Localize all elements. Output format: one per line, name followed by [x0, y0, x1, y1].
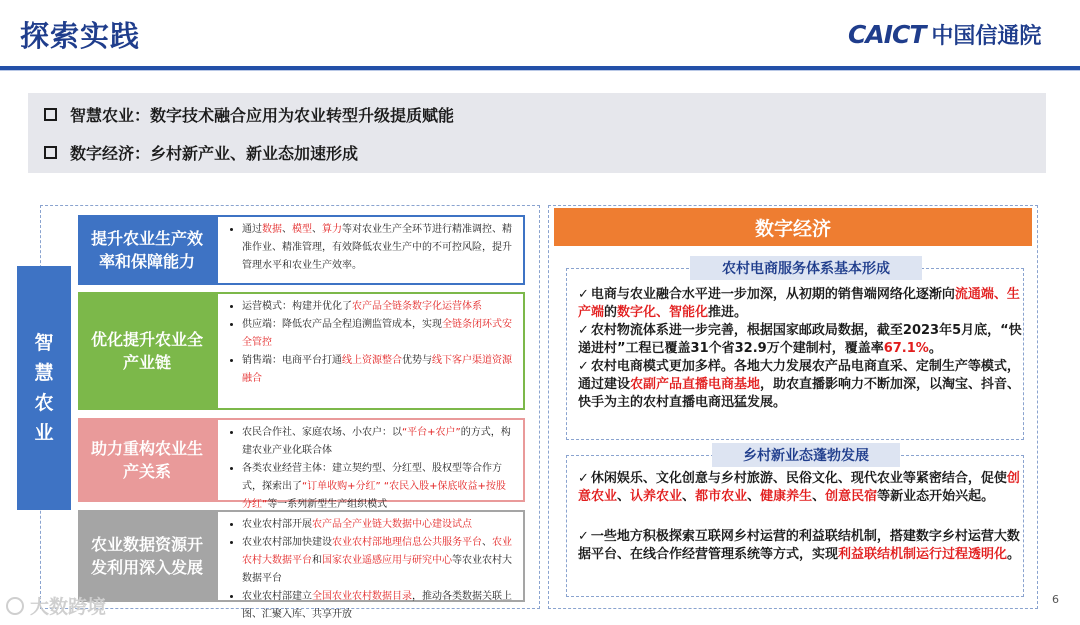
- body-text: 运营模式：构建并优化了: [242, 301, 352, 312]
- summary-text: 数字经济：乡村新产业、新业态加速形成: [70, 144, 359, 163]
- body-text: 和: [312, 555, 322, 566]
- highlight-text: 创意农业: [578, 471, 1020, 504]
- label-char: 农: [34, 392, 54, 414]
- body-text: 农业农村部开展: [242, 519, 312, 530]
- watermark-logo-icon: [6, 597, 24, 615]
- agri-row-title: 农业数据资源开发利用深入发展: [78, 510, 216, 602]
- body-text: 、: [682, 489, 696, 504]
- highlight-text: 认养农业: [630, 489, 683, 504]
- body-text: ，助农直播影响力不断加深，以淘宝、抖音、快手为主的农村直播电商迅猛发展。: [578, 377, 1021, 410]
- square-bullet-icon: [44, 146, 57, 159]
- body-text: 电商与农业融合水平进一步加深，从初期的销售端网络化逐渐向: [590, 287, 955, 302]
- body-text: 的: [604, 305, 618, 320]
- economy-item: [578, 528, 1024, 564]
- check-icon: ✓: [578, 323, 589, 338]
- highlight-text: 模型: [292, 224, 312, 235]
- economy-item: [578, 358, 1024, 412]
- check-icon: ✓: [578, 287, 589, 302]
- body-text: 等农业农村大数据平台: [242, 555, 512, 584]
- body-text: 、: [482, 537, 492, 548]
- body-text: 农村电商模式更加多样。各地大力发展农产品电商直采、定制生产等模式，通过建设: [578, 359, 1020, 392]
- highlight-text: 线下客户渠道资源融合: [242, 355, 512, 384]
- agri-row-desc: [216, 510, 525, 620]
- highlight-text: 算力: [322, 224, 342, 235]
- body-text: 、: [282, 224, 292, 235]
- summary-box: [28, 93, 1046, 173]
- agri-bullet: [242, 516, 515, 534]
- economy-item: [578, 322, 1024, 358]
- body-text: 、: [812, 489, 826, 504]
- highlight-text: 农副产品直播电商基地: [630, 377, 761, 392]
- highlight-text: “平台+农户”: [402, 427, 461, 438]
- body-text: 优势与: [402, 355, 432, 366]
- agri-row-desc: [216, 292, 525, 410]
- highlight-text: 线上资源整合: [342, 355, 402, 366]
- body-text: 、: [747, 489, 761, 504]
- body-text: 。: [1007, 547, 1021, 562]
- highlight-text: 国家农业遥感应用与研究中心: [322, 555, 452, 566]
- summary-item: [44, 103, 454, 126]
- label-char: 业: [34, 422, 54, 444]
- highlight-text: 农业农村大数据平台: [242, 537, 512, 566]
- label-char: 智: [34, 332, 54, 354]
- agri-bullet: [242, 460, 515, 514]
- body-text: 。: [928, 341, 942, 356]
- body-text: 各类农业经营主体：建立契约型、分红型、股权型等合作方式，探索出了: [242, 463, 502, 492]
- smart-agriculture-label: [17, 266, 71, 510]
- body-text: 、: [312, 224, 322, 235]
- caict-logo: [848, 18, 1041, 50]
- body-text: 销售端：电商平台打通: [242, 355, 342, 366]
- agri-bullet: [242, 424, 515, 460]
- highlight-text: 数字化、智能化: [617, 305, 709, 320]
- highlight-text: 全链条闭环式安全管控: [242, 319, 512, 348]
- agri-bullet-list: [228, 298, 515, 388]
- highlight-text: “订单收购+分红” “农民入股+保底收益+按股分红”: [242, 481, 506, 510]
- body-text: 等新业态开始兴起。: [877, 489, 995, 504]
- check-icon: ✓: [578, 471, 589, 486]
- highlight-text: 都市农业: [695, 489, 748, 504]
- summary-item: [44, 141, 358, 164]
- agri-bullet: [242, 316, 515, 352]
- ecommerce-heading: 农村电商服务体系基本形成: [690, 256, 922, 280]
- check-icon: ✓: [578, 529, 589, 544]
- agri-bullet: [242, 534, 515, 588]
- page-title: 探索实践: [20, 19, 141, 53]
- header-divider-thin: [0, 70, 1080, 71]
- digital-economy-title: 数字经济: [554, 208, 1032, 246]
- agri-row-title: 助力重构农业生产关系: [78, 418, 216, 502]
- agri-row-title: 提升农业生产效率和保障能力: [78, 215, 216, 285]
- body-text: 农业农村部建立: [242, 591, 312, 602]
- agri-bullet: [242, 588, 515, 624]
- highlight-text: 健康养生: [760, 489, 813, 504]
- agri-row-desc: [216, 215, 525, 285]
- body-text: 农民合作社、家庭农场、小农户：以: [242, 427, 402, 438]
- highlight-text: 流通端、生产端: [578, 287, 1020, 320]
- check-icon: ✓: [578, 359, 589, 374]
- economy-item: [578, 286, 1024, 322]
- highlight-text: 数据: [262, 224, 282, 235]
- body-text: 等一系列新型生产组织模式: [267, 499, 388, 510]
- highlight-text: 农产品全链条数字化运营体系: [352, 301, 482, 312]
- square-bullet-icon: [44, 108, 57, 121]
- body-text: 推进。: [708, 305, 748, 320]
- body-text: 等对农业生产全环节进行精准调控、精准作业、精准管理，有效降低农业生产中的不可控风险，提升管理水平和农业生产效率。: [242, 224, 512, 271]
- body-text: 农村物流体系进一步完善，根据国家邮政局数据，截至2023年5月底，“快递进村”工程已覆盖31个省32.9万个建制村，覆盖率: [578, 323, 1022, 356]
- page-number: 6: [1052, 593, 1059, 606]
- body-text: ，推动各类数据关联上图、汇聚入库、共享开放: [242, 591, 512, 620]
- highlight-text: 利益联结机制运行过程透明化: [838, 547, 1008, 562]
- highlight-text: 农产品全产业链大数据中心建设试点: [312, 519, 472, 530]
- agri-bullet: [242, 221, 515, 275]
- body-text: 休闲娱乐、文化创意与乡村旅游、民俗文化、现代农业等紧密结合，促使: [590, 471, 1007, 486]
- highlight-text: 67.1%: [883, 341, 929, 356]
- label-char: 慧: [34, 362, 54, 384]
- agri-bullet-list: [228, 424, 515, 514]
- agri-row-title: 优化提升农业全产业链: [78, 292, 216, 410]
- agri-row-desc: [216, 418, 525, 510]
- highlight-text: 农业农村部地理信息公共服务平台: [332, 537, 482, 548]
- agri-bullet: [242, 298, 515, 316]
- agri-bullet-list: [228, 221, 515, 275]
- body-text: 供应端：降低农产品全程追溯监管成本，实现: [242, 319, 442, 330]
- body-text: 一些地方积极探索互联网乡村运营的利益联结机制，搭建数字乡村运营大数据平台、在线合作经营管理系统等方式，实现: [578, 529, 1020, 562]
- new-business-heading: 乡村新业态蓬勃发展: [712, 443, 900, 467]
- logo-chinese: 中国信通院: [931, 23, 1042, 49]
- logo-latin: CAICT: [848, 19, 926, 49]
- watermark: [6, 592, 106, 619]
- highlight-text: 全国农业农村数据目录: [312, 591, 412, 602]
- body-text: 通过: [242, 224, 262, 235]
- watermark-text: 大数跨境: [30, 596, 107, 618]
- body-text: 、: [617, 489, 631, 504]
- agri-bullet: [242, 352, 515, 388]
- highlight-text: 创意民宿: [825, 489, 878, 504]
- summary-text: 智慧农业：数字技术融合应用为农业转型升级提质赋能: [70, 106, 455, 125]
- agri-bullet-list: [228, 516, 515, 624]
- body-text: 农业农村部加快建设: [242, 537, 332, 548]
- body-text: 的方式，构建农业产业化联合体: [242, 427, 511, 456]
- economy-item: [578, 470, 1024, 506]
